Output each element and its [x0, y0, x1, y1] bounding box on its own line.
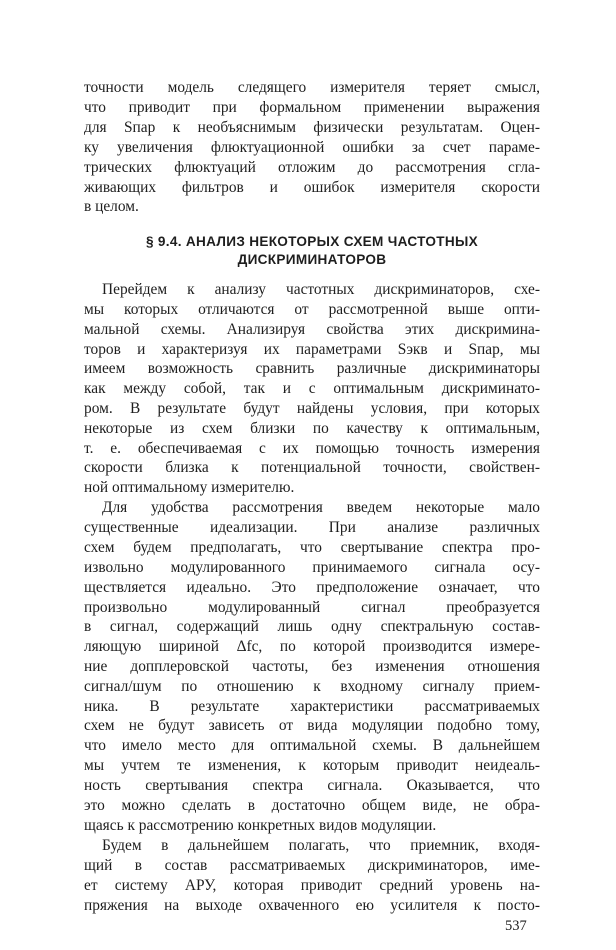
section-heading-line-1: § 9.4. АНАЛИЗ НЕКОТОРЫХ СХЕМ ЧАСТОТНЫХ [146, 234, 478, 249]
intro-line-1: точности модель следящего измерителя теряет смысл, [84, 79, 540, 96]
p1-line-6: как между собой, так и с оптимальным дискриминато- [84, 380, 540, 397]
intro-line-4: ку увеличения флюктуационной ошибки за счет параме- [84, 139, 540, 156]
p2-line-14: мы учтем те изменения, к которым приводит неидеаль- [84, 757, 540, 774]
p1-line-9: т. е. обеспечиваемая с их помощью точность измерения [84, 440, 540, 457]
p2-line-1: Для удобства рассмотрения введем некоторые мало [102, 499, 540, 516]
p2-line-15: ность свертывания спектра сигнала. Оказывается, что [84, 777, 540, 794]
p3-line-4: пряжения на выходе охваченного ею усилителя к посто- [84, 897, 540, 914]
intro-line-2: что приводит при формальном применении выражения [84, 99, 540, 116]
p2-line-3: схем будем предполагать, что свертывание спектра про- [84, 539, 540, 556]
intro-line-6: живающих фильтров и ошибок измерителя скорости [84, 179, 540, 196]
p1-line-3: мальной схемы. Анализируя свойства этих дискримина- [84, 321, 540, 338]
p3-line-1: Будем в дальнейшем полагать, что приемник, входя- [102, 837, 540, 854]
p2-line-8: ляющую шириной Δfc, по которой производится измере- [84, 638, 540, 655]
p1-line-7: ром. В результате будут найдены условия, при которых [84, 400, 540, 417]
p1-line-1: Перейдем к анализу частотных дискриминаторов, схе- [102, 281, 540, 298]
p1-line-2: мы которых отличаются от рассмотренной выше опти- [84, 301, 540, 318]
p3-line-3: ет систему АРУ, которая приводит средний уровень на- [84, 877, 540, 894]
intro-line-7: в целом. [84, 198, 139, 215]
p2-line-2: существенные идеализации. При анализе различных [84, 519, 540, 536]
p2-line-10: сигнал/шум по отношению к входному сигналу прием- [84, 678, 540, 695]
p2-line-4: извольно модулированного принимаемого сигнала осу- [84, 559, 540, 576]
p1-line-8: некоторые из схем близки по качеству к оптимальным, [84, 420, 540, 437]
p3-line-2: щий в состав рассматриваемых дискриминаторов, име- [84, 857, 540, 874]
p1-line-11: ной оптимальному измерителю. [84, 479, 295, 496]
intro-line-3: для Sпар к необъяснимым физически результатам. Оцен- [84, 119, 540, 136]
p2-line-7: в сигнал, содержащий лишь одну спектральную состав- [84, 618, 540, 635]
p2-line-5: ществляется идеально. Это предположение означает, что [84, 579, 540, 596]
page-number: 537 [505, 918, 527, 934]
p2-line-6: произвольно модулированный сигнал преобразуется [84, 599, 540, 616]
p1-line-10: скорости близка к потенциальной точности, свойствен- [84, 459, 540, 476]
p2-line-9: ние допплеровской частоты, без изменения отношения [84, 658, 540, 675]
p1-line-5: имеем возможность сравнить различные дискриминаторы [84, 360, 540, 377]
p2-line-11: ника. В результате характеристики рассматриваемых [84, 698, 540, 715]
p2-line-16: это можно сделать в достаточно общем виде, не обра- [84, 797, 540, 814]
p2-line-12: схем не будут зависеть от вида модуляции подобно тому, [84, 717, 540, 734]
intro-line-5: трических флюктуаций отложим до рассмотрения сгла- [84, 159, 540, 176]
p2-line-13: что имело место для оптимальной схемы. В дальнейшем [84, 737, 540, 754]
p2-line-17: щаясь к рассмотрению конкретных видов модуляции. [84, 817, 437, 834]
section-heading-line-2: ДИСКРИМИНАТОРОВ [237, 252, 387, 267]
p1-line-4: торов и характеризуя их параметрами Sэкв и Sпар, мы [84, 341, 540, 358]
